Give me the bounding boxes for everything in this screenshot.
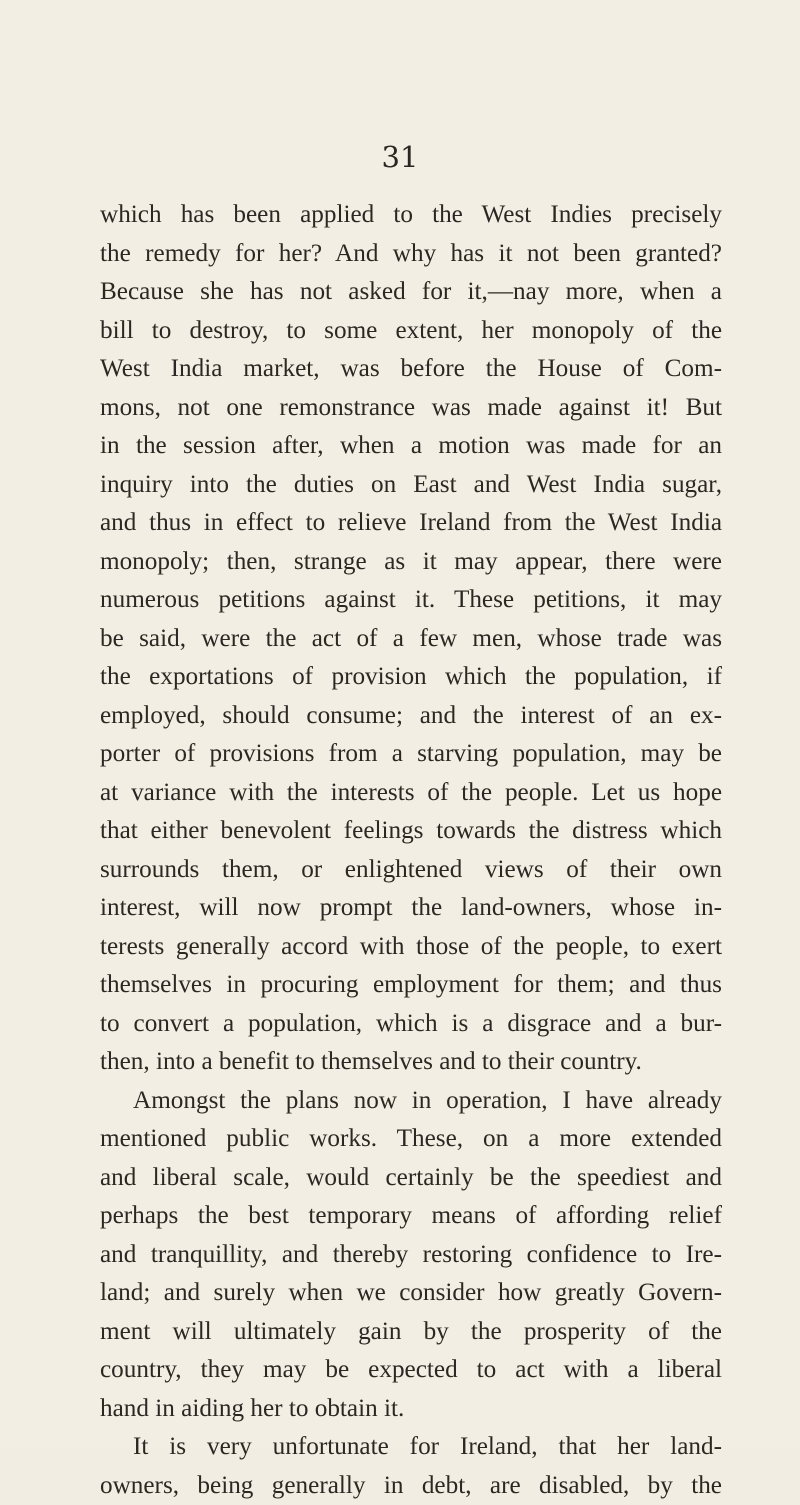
text-line: inquiry into the duties on East and West India sugar, bbox=[100, 466, 722, 505]
text-line: numerous petitions against it. These petitions, it may bbox=[100, 581, 722, 620]
text-line: then, into a benefit to themselves and to their country. bbox=[100, 1043, 722, 1082]
text-line: mentioned public works. These, on a more extended bbox=[100, 1120, 722, 1159]
text-line: surrounds them, or enlightened views of their own bbox=[100, 851, 722, 890]
text-line: Because she has not asked for it,—nay more, when a bbox=[100, 273, 722, 312]
text-line: themselves in procuring employment for them; and thus bbox=[100, 966, 722, 1005]
text-line: that either benevolent feelings towards the distress which bbox=[100, 812, 722, 851]
text-line: at variance with the interests of the people. Let us hope bbox=[100, 774, 722, 813]
text-line: ment will ultimately gain by the prosperity of the bbox=[100, 1313, 722, 1352]
text-line: West India market, was before the House of Com- bbox=[100, 350, 722, 389]
text-line: the remedy for her? And why has it not been granted? bbox=[100, 235, 722, 274]
text-line: mons, not one remonstrance was made against it! But bbox=[100, 389, 722, 428]
text-line: country, they may be expected to act with a liberal bbox=[100, 1351, 722, 1390]
text-line: bill to destroy, to some extent, her monopoly of the bbox=[100, 312, 722, 351]
text-line: perhaps the best temporary means of affording relief bbox=[100, 1197, 722, 1236]
text-line: and thus in effect to relieve Ireland from the West India bbox=[100, 504, 722, 543]
text-line: the exportations of provision which the population, if bbox=[100, 658, 722, 697]
text-line: Amongst the plans now in operation, I have already bbox=[100, 1082, 722, 1121]
text-line: terests generally accord with those of the people, to exert bbox=[100, 928, 722, 967]
text-line: to convert a population, which is a disgrace and a bur- bbox=[100, 1005, 722, 1044]
text-line: which has been applied to the West Indies precisely bbox=[100, 196, 722, 235]
page-number: 31 bbox=[0, 140, 800, 174]
text-line: hand in aiding her to obtain it. bbox=[100, 1390, 722, 1429]
text-line: land; and surely when we consider how greatly Govern- bbox=[100, 1274, 722, 1313]
text-line: porter of provisions from a starving population, may be bbox=[100, 735, 722, 774]
text-line: owners, being generally in debt, are disabled, by the bbox=[100, 1467, 722, 1505]
text-line: It is very unfortunate for Ireland, that her land- bbox=[100, 1428, 722, 1467]
text-line: and liberal scale, would certainly be the speediest and bbox=[100, 1159, 722, 1198]
text-line: employed, should consume; and the interest of an ex- bbox=[100, 697, 722, 736]
text-line: interest, will now prompt the land-owners, whose in- bbox=[100, 889, 722, 928]
text-line: and tranquillity, and thereby restoring confidence to Ire- bbox=[100, 1236, 722, 1275]
text-line: monopoly; then, strange as it may appear, there were bbox=[100, 543, 722, 582]
body-text bbox=[100, 196, 722, 1505]
text-line: in the session after, when a motion was made for an bbox=[100, 427, 722, 466]
text-line: be said, were the act of a few men, whose trade was bbox=[100, 620, 722, 659]
